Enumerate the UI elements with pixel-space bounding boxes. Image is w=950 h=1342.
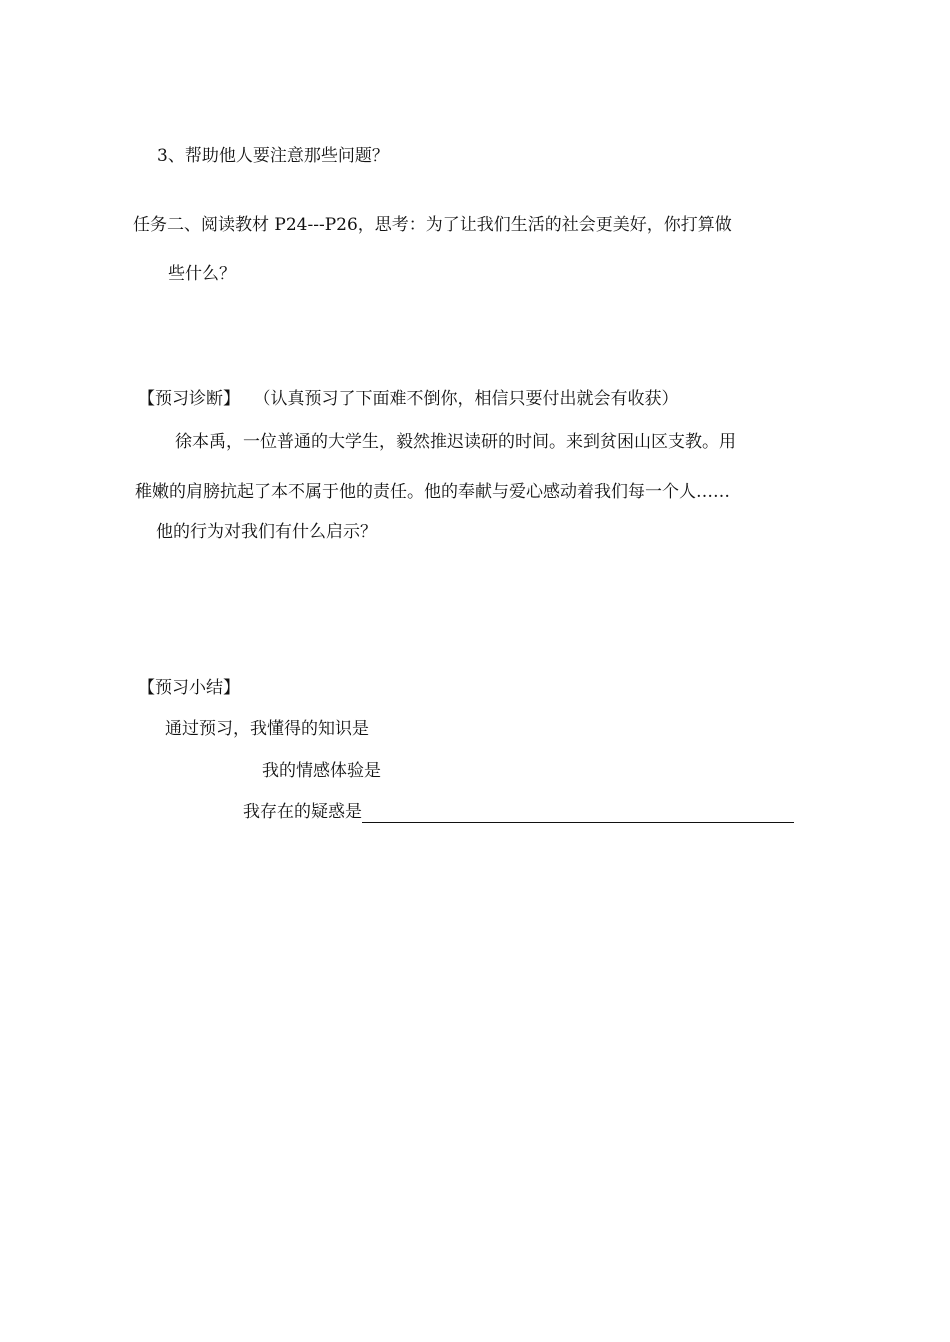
summary-doubt-row (243, 801, 794, 823)
task2-prompt-line1: 任务二、阅读教材 P24---P26，思考：为了让我们生活的社会更美好，你打算做 (133, 215, 732, 235)
diagnosis-header (138, 388, 679, 410)
diagnosis-subtitle: （认真预习了下面难不倒你，相信只要付出就会有收获） (262, 389, 679, 409)
diagnosis-question: 他的行为对我们有什么启示？ (156, 522, 377, 542)
diagnosis-paragraph-line2: 稚嫩的肩膀抗起了本不属于他的责任。他的奉献与爱心感动着我们每一个人…… (135, 482, 730, 502)
doubt-answer-blank[interactable] (362, 803, 794, 823)
diagnosis-paragraph-line1: 徐本禹，一位普通的大学生，毅然推迟读研的时间。来到贫困山区支教。用 (175, 432, 736, 452)
task1-question-3: 3、帮助他人要注意那些问题？ (157, 146, 389, 166)
summary-emotion-label: 我的情感体验是 (262, 761, 381, 781)
task2-prompt-line2: 些什么？ (168, 264, 236, 284)
diagnosis-title: 【预习诊断】 (138, 389, 240, 409)
summary-doubt-label: 我存在的疑惑是 (243, 802, 362, 822)
summary-title: 【预习小结】 (138, 678, 240, 698)
summary-knowledge-label: 通过预习，我懂得的知识是 (165, 719, 369, 739)
